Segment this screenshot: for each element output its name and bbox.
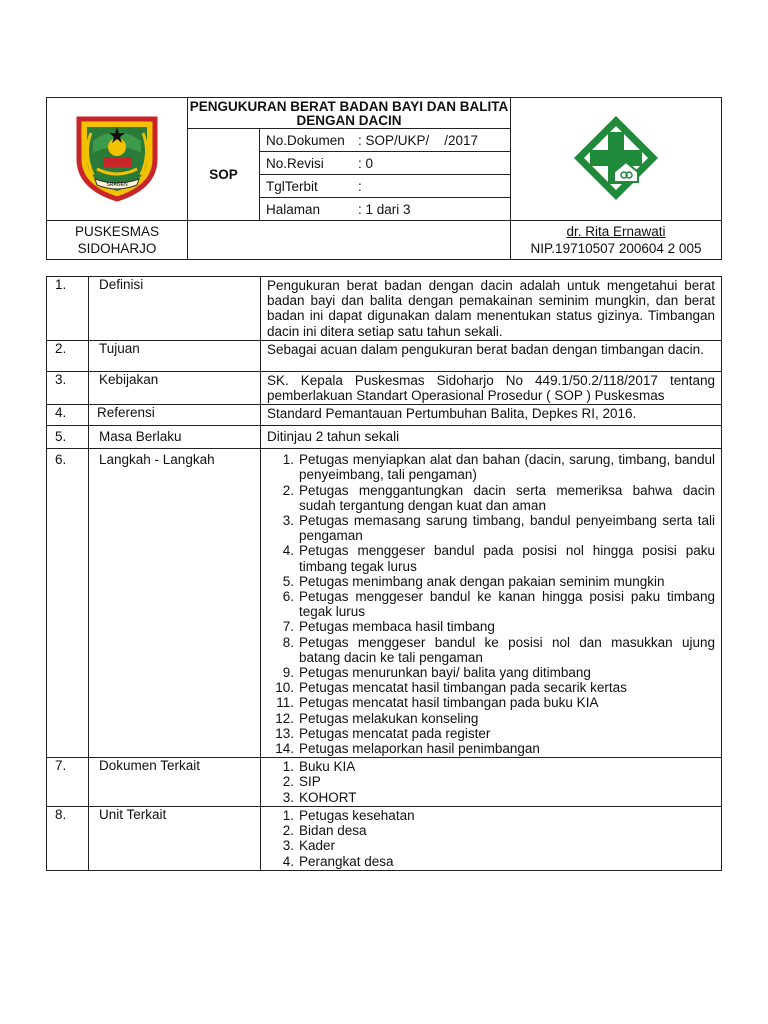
list-item: 2. Bidan desa — [282, 823, 367, 839]
list-item: 4. Perangkat desa — [282, 853, 394, 869]
list-item: 3. KOHORT — [282, 789, 357, 805]
steps-list-cell — [261, 449, 722, 758]
list-item: 4. Petugas menggeser bandul pada posisi nol hingga posisi paku timbang tegak lurus — [282, 543, 715, 574]
table-row: 5. Masa Berlaku Ditinjau 2 tahun sekali — [47, 426, 722, 449]
signer-nip: NIP.19710507 200604 2 005 — [530, 241, 702, 256]
list-item: 5. Petugas menimbang anak dengan pakaian seminim mungkin — [282, 573, 665, 589]
document-title: PENGUKURAN BERAT BADAN BAYI DAN BALITA DENGAN DACIN — [188, 98, 511, 129]
steps-list — [267, 452, 715, 756]
related-units-cell — [261, 806, 722, 870]
table-row: 3. Kebijakan SK. Kepala Puskesmas Sidoharjo No 449.1/50.2/118/2017 tentang pemberlakuan Standart Operasional Prosedur ( SOP ) Puskesmas — [47, 371, 722, 404]
meta-page: Halaman : 1 dari 3 — [260, 198, 511, 221]
table-row: 2. Tujuan Sebagai acuan dalam pengukuran berat badan dengan timbangan dacin. — [47, 340, 722, 371]
list-item: 10. Petugas mencatat hasil timbangan pada secarik kertas — [275, 680, 627, 696]
related-documents-cell — [261, 758, 722, 807]
table-row: 4. Referensi Standard Pemantauan Pertumbuhan Balita, Depkes RI, 2016. — [47, 405, 722, 426]
sragen-regency-emblem-icon — [69, 113, 165, 203]
list-item: 13. Petugas mencatat pada register — [275, 725, 491, 741]
sop-label: SOP — [188, 129, 260, 221]
list-item: 14. Petugas melaporkan hasil penimbangan — [275, 741, 540, 757]
list-item: 1. Buku KIA — [282, 759, 356, 775]
signer-block — [511, 221, 722, 260]
puskesmas-logo-cell — [511, 98, 722, 221]
table-row: 7. Dokumen Terkait 1. Buku KIA 2. SIP 3. KOHORT — [47, 758, 722, 807]
meta-revision: No.Revisi : 0 — [260, 152, 511, 175]
signer-name: dr. Rita Ernawati — [566, 224, 666, 239]
blank-signature-cell — [188, 221, 511, 260]
list-item: 8. Petugas menggeser bandul ke posisi nol dan masukkan ujung batang dacin ke tali pengaman — [282, 634, 715, 665]
organization-name: PUSKESMAS SIDOHARJO — [47, 221, 188, 260]
sop-content-table — [46, 276, 722, 871]
list-item: 2. SIP — [282, 774, 321, 790]
list-item: 9. Petugas menurunkan bayi/ balita yang ditimbang — [282, 665, 591, 681]
list-item: 11. Petugas mencatat hasil timbangan pada buku KIA — [276, 695, 599, 711]
meta-issue-date: TglTerbit : — [260, 175, 511, 198]
table-row: 6. Langkah - Langkah 1. Petugas menyiapkan alat dan bahan (dacin, sarung, timbang, bandul penyeimbang, tali pengaman) 2. Petugas menggantungkan dacin serta memeriksa bahwa dacin sudah tergantung dengan kuat dan aman 3. Petugas memasang sarung timbang, bandul penyeimbang serta tali pengaman 4. Petugas menggeser bandul pada posisi nol hingga posisi paku timbang tegak lurus 5. Petugas menimbang anak dengan pakaian seminim mungkin 6. Petugas menggeser bandul ke kanan hingga posisi paku timbang tegak lurus 7. Petugas membaca hasil timbang 8. Petugas menggeser bandul ke posisi nol dan masukkan ujung batang dacin ke tali pengaman 9. Petugas menurunkan bayi/ balita yang ditimbang 10. Petugas mencatat hasil timbangan pada secarik kertas 11. Petugas mencatat hasil timbangan pada buku KIA 12. Petugas melakukan konseling 13. Petugas mencatat pada register 14. Petugas melaporkan hasil penimbangan — [47, 449, 722, 758]
list-item: 7. Petugas membaca hasil timbang — [282, 619, 495, 635]
regency-logo-cell — [47, 98, 188, 221]
list-item: 2. Petugas menggantungkan dacin serta memeriksa bahwa dacin sudah tergantung dengan kuat dan aman — [282, 482, 715, 513]
puskesmas-cross-logo-icon — [570, 112, 662, 204]
list-item: 6. Petugas menggeser bandul ke kanan hingga posisi paku timbang tegak lurus — [282, 589, 715, 620]
list-item: 12. Petugas melakukan konseling — [275, 710, 479, 726]
meta-document-number: No.Dokumen : SOP/UKP/ /2017 — [260, 129, 511, 152]
table-row: 8. Unit Terkait 1. Petugas kesehatan 2. Bidan desa 3. Kader 4. Perangkat desa — [47, 806, 722, 870]
emblem-ribbon-text: SRAGEN — [106, 181, 128, 188]
list-item: 1. Petugas menyiapkan alat dan bahan (dacin, sarung, timbang, bandul penyeimbang, tali pengaman) — [282, 452, 715, 483]
list-item: 3. Kader — [282, 838, 336, 854]
list-item: 3. Petugas memasang sarung timbang, bandul penyeimbang serta tali pengaman — [282, 513, 715, 544]
header-table — [46, 97, 722, 260]
list-item: 1. Petugas kesehatan — [282, 807, 415, 823]
table-row: 1. Definisi Pengukuran berat badan dengan dacin adalah untuk mengetahui berat badan bayi dan balita dengan pemakainan seminim mungkin, dan berat badan ini dapat digunakan dalam menentukan status gizinya. Timbangan dacin ini ditera setiap satu tahun sekali. — [47, 277, 722, 341]
